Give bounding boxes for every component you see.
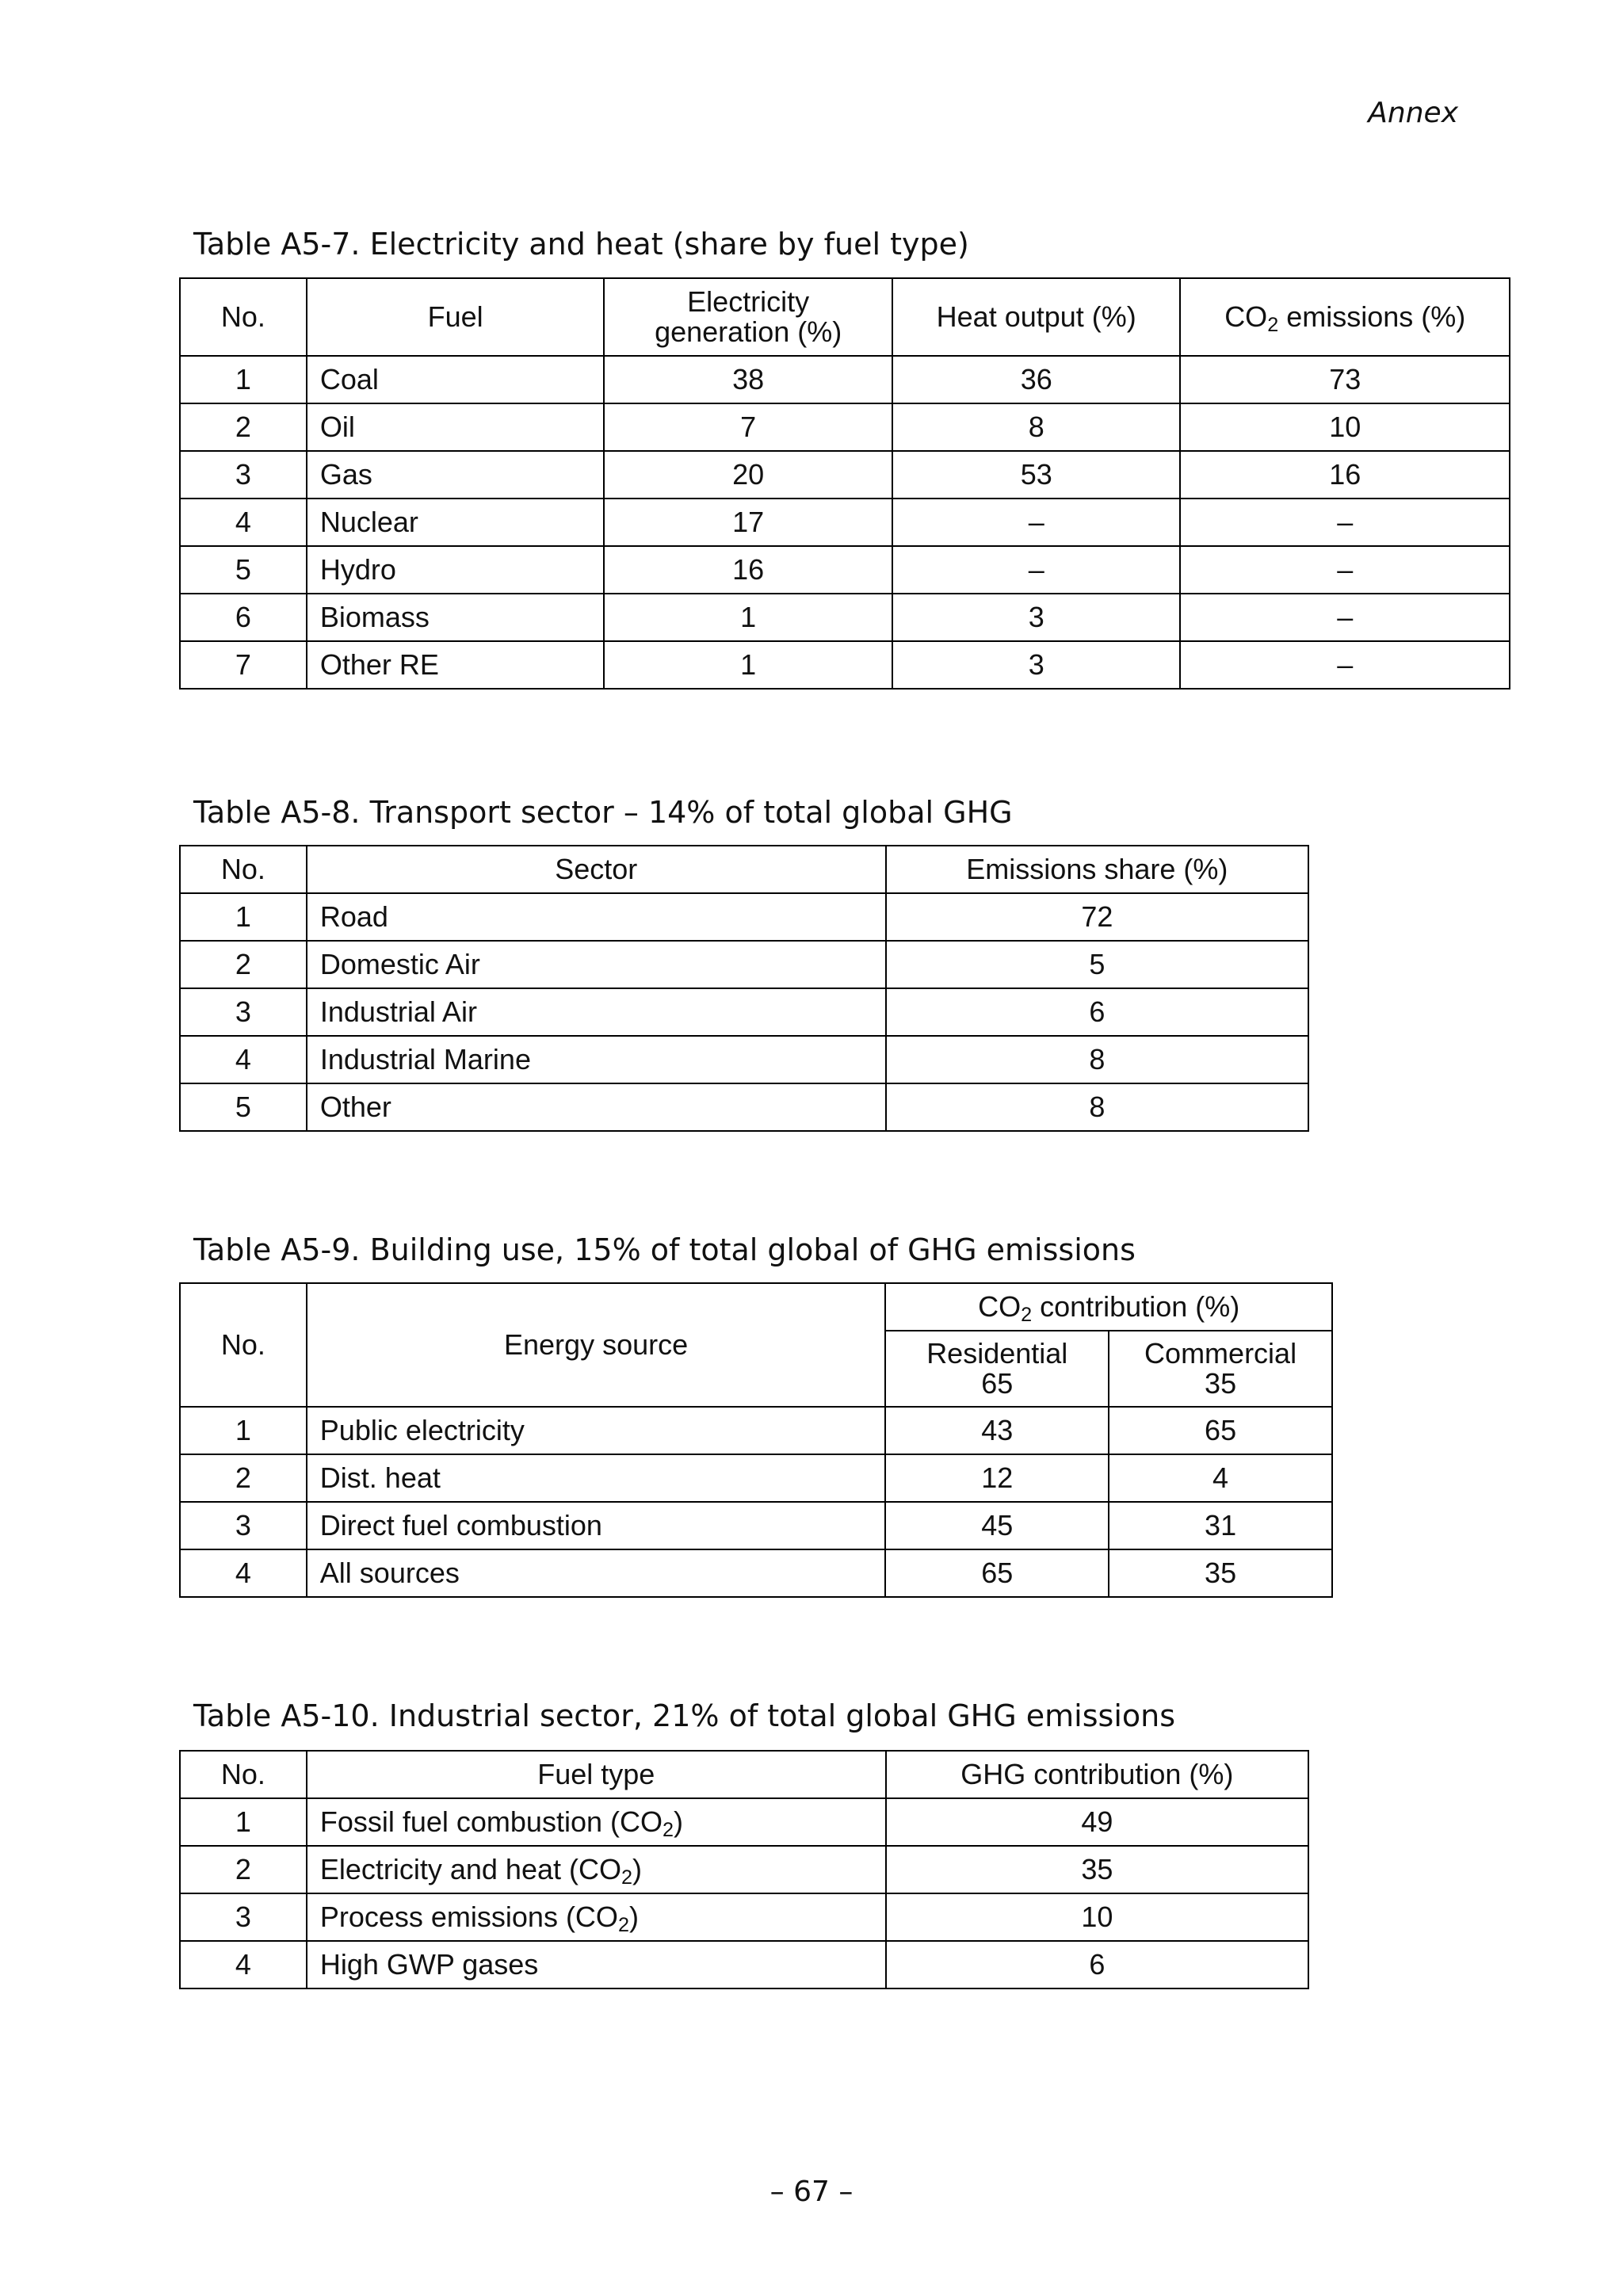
cell-no: 2: [180, 1454, 307, 1502]
table-row: [180, 893, 1308, 941]
cell-energy-source: All sources: [307, 1549, 886, 1597]
table-a5-7-caption: Table A5-7. Electricity and heat (share by fuel type): [193, 227, 969, 262]
table-row: [180, 1893, 1308, 1941]
table-row: [180, 1502, 1332, 1549]
cell-share: 5: [886, 941, 1308, 988]
cell-energy-source: Direct fuel combustion: [307, 1502, 886, 1549]
cell-no: 3: [180, 451, 307, 499]
cell-share: 8: [886, 1036, 1308, 1083]
table-row: [180, 1036, 1308, 1083]
cell-no: 1: [180, 1798, 307, 1846]
cell-residential: 12: [885, 1454, 1109, 1502]
table-row: [180, 941, 1308, 988]
running-header: Annex: [1368, 97, 1458, 129]
col-header-electricity-line1: Electricity: [687, 285, 810, 319]
table-row: [180, 1941, 1308, 1988]
cell-fuel-type: Electricity and heat (CO2): [307, 1846, 886, 1893]
col-header-co2-contribution: CO2 contribution (%): [885, 1283, 1332, 1331]
table-row: [180, 641, 1510, 689]
table-row: [180, 1549, 1332, 1597]
cell-no: 2: [180, 941, 307, 988]
cell-co2: –: [1180, 546, 1510, 594]
cell-share: 8: [886, 1083, 1308, 1131]
table-row: [180, 403, 1510, 451]
cell-residential: 43: [885, 1407, 1109, 1454]
cell-electricity: 1: [604, 594, 892, 641]
cell-fuel: Nuclear: [307, 499, 605, 546]
cell-co2: 73: [1180, 356, 1510, 403]
table-a5-9: [179, 1282, 1333, 1598]
table-header-row: [180, 846, 1308, 893]
page-number: – 67 –: [769, 2176, 854, 2208]
table-row: [180, 1798, 1308, 1846]
cell-heat: –: [892, 499, 1180, 546]
cell-heat: 36: [892, 356, 1180, 403]
cell-heat: 8: [892, 403, 1180, 451]
cell-no: 4: [180, 1549, 307, 1597]
cell-no: 1: [180, 1407, 307, 1454]
cell-electricity: 1: [604, 641, 892, 689]
cell-sector: Industrial Air: [307, 988, 886, 1036]
cell-electricity: 16: [604, 546, 892, 594]
cell-contribution: 10: [886, 1893, 1308, 1941]
table-row: [180, 356, 1510, 403]
cell-co2: 10: [1180, 403, 1510, 451]
cell-heat: 3: [892, 594, 1180, 641]
cell-share: 72: [886, 893, 1308, 941]
cell-fuel: Biomass: [307, 594, 605, 641]
cell-commercial: 35: [1109, 1549, 1332, 1597]
table-row: [180, 1407, 1332, 1454]
table-row: [180, 546, 1510, 594]
cell-no: 5: [180, 546, 307, 594]
cell-sector: Industrial Marine: [307, 1036, 886, 1083]
cell-fuel: Oil: [307, 403, 605, 451]
cell-no: 4: [180, 499, 307, 546]
col-header-commercial: Commercial 35: [1109, 1331, 1332, 1407]
cell-sector: Other: [307, 1083, 886, 1131]
cell-energy-source: Public electricity: [307, 1407, 886, 1454]
cell-no: 1: [180, 356, 307, 403]
col-header-ghg-contribution: GHG contribution (%): [886, 1751, 1308, 1798]
table-header-row: [180, 1283, 1332, 1331]
col-header-sector: Sector: [307, 846, 886, 893]
table-a5-10-caption: Table A5-10. Industrial sector, 21% of total global GHG emissions: [193, 1698, 1176, 1733]
cell-no: 7: [180, 641, 307, 689]
cell-energy-source: Dist. heat: [307, 1454, 886, 1502]
cell-no: 2: [180, 403, 307, 451]
cell-no: 2: [180, 1846, 307, 1893]
cell-commercial: 65: [1109, 1407, 1332, 1454]
table-header-row: [180, 1751, 1308, 1798]
cell-fuel-type: Process emissions (CO2): [307, 1893, 886, 1941]
cell-no: 4: [180, 1941, 307, 1988]
cell-fuel: Other RE: [307, 641, 605, 689]
cell-fuel-type: Fossil fuel combustion (CO2): [307, 1798, 886, 1846]
cell-co2: 16: [1180, 451, 1510, 499]
cell-residential: 65: [885, 1549, 1109, 1597]
table-row: [180, 451, 1510, 499]
table-row: [180, 988, 1308, 1036]
cell-share: 6: [886, 988, 1308, 1036]
col-header-no: No.: [180, 278, 307, 356]
table-row: [180, 1454, 1332, 1502]
col-header-no: No.: [180, 1283, 307, 1407]
col-header-co2: CO2 emissions (%): [1180, 278, 1510, 356]
col-header-heat: Heat output (%): [892, 278, 1180, 356]
col-header-no: No.: [180, 846, 307, 893]
cell-electricity: 38: [604, 356, 892, 403]
cell-contribution: 6: [886, 1941, 1308, 1988]
col-header-residential: Residential 65: [885, 1331, 1109, 1407]
col-header-fuel-type: Fuel type: [307, 1751, 886, 1798]
cell-contribution: 49: [886, 1798, 1308, 1846]
table-row: [180, 1083, 1308, 1131]
cell-fuel: Gas: [307, 451, 605, 499]
table-row: [180, 1846, 1308, 1893]
cell-sector: Road: [307, 893, 886, 941]
cell-commercial: 31: [1109, 1502, 1332, 1549]
cell-electricity: 7: [604, 403, 892, 451]
table-row: [180, 499, 1510, 546]
cell-co2: –: [1180, 641, 1510, 689]
table-a5-8-caption: Table A5-8. Transport sector – 14% of total global GHG: [193, 795, 1013, 830]
cell-fuel-type: High GWP gases: [307, 1941, 886, 1988]
cell-fuel: Hydro: [307, 546, 605, 594]
cell-electricity: 17: [604, 499, 892, 546]
cell-heat: 3: [892, 641, 1180, 689]
table-header-row: [180, 278, 1510, 356]
cell-co2: –: [1180, 594, 1510, 641]
cell-residential: 45: [885, 1502, 1109, 1549]
cell-no: 1: [180, 893, 307, 941]
cell-sector: Domestic Air: [307, 941, 886, 988]
cell-no: 6: [180, 594, 307, 641]
col-header-electricity-line2: generation (%): [655, 315, 842, 348]
table-a5-9-caption: Table A5-9. Building use, 15% of total global of GHG emissions: [193, 1232, 1136, 1267]
cell-no: 3: [180, 1502, 307, 1549]
table-a5-8: [179, 845, 1309, 1132]
col-header-no: No.: [180, 1751, 307, 1798]
cell-fuel: Coal: [307, 356, 605, 403]
table-row: [180, 594, 1510, 641]
col-header-electricity: [604, 278, 892, 356]
cell-heat: 53: [892, 451, 1180, 499]
cell-no: 5: [180, 1083, 307, 1131]
table-a5-7: [179, 277, 1510, 690]
col-header-emissions-share: Emissions share (%): [886, 846, 1308, 893]
table-a5-10: [179, 1750, 1309, 1989]
cell-commercial: 4: [1109, 1454, 1332, 1502]
col-header-energy-source: Energy source: [307, 1283, 886, 1407]
col-header-fuel: Fuel: [307, 278, 605, 356]
cell-contribution: 35: [886, 1846, 1308, 1893]
cell-no: 3: [180, 1893, 307, 1941]
cell-no: 3: [180, 988, 307, 1036]
cell-electricity: 20: [604, 451, 892, 499]
cell-no: 4: [180, 1036, 307, 1083]
cell-co2: –: [1180, 499, 1510, 546]
cell-heat: –: [892, 546, 1180, 594]
